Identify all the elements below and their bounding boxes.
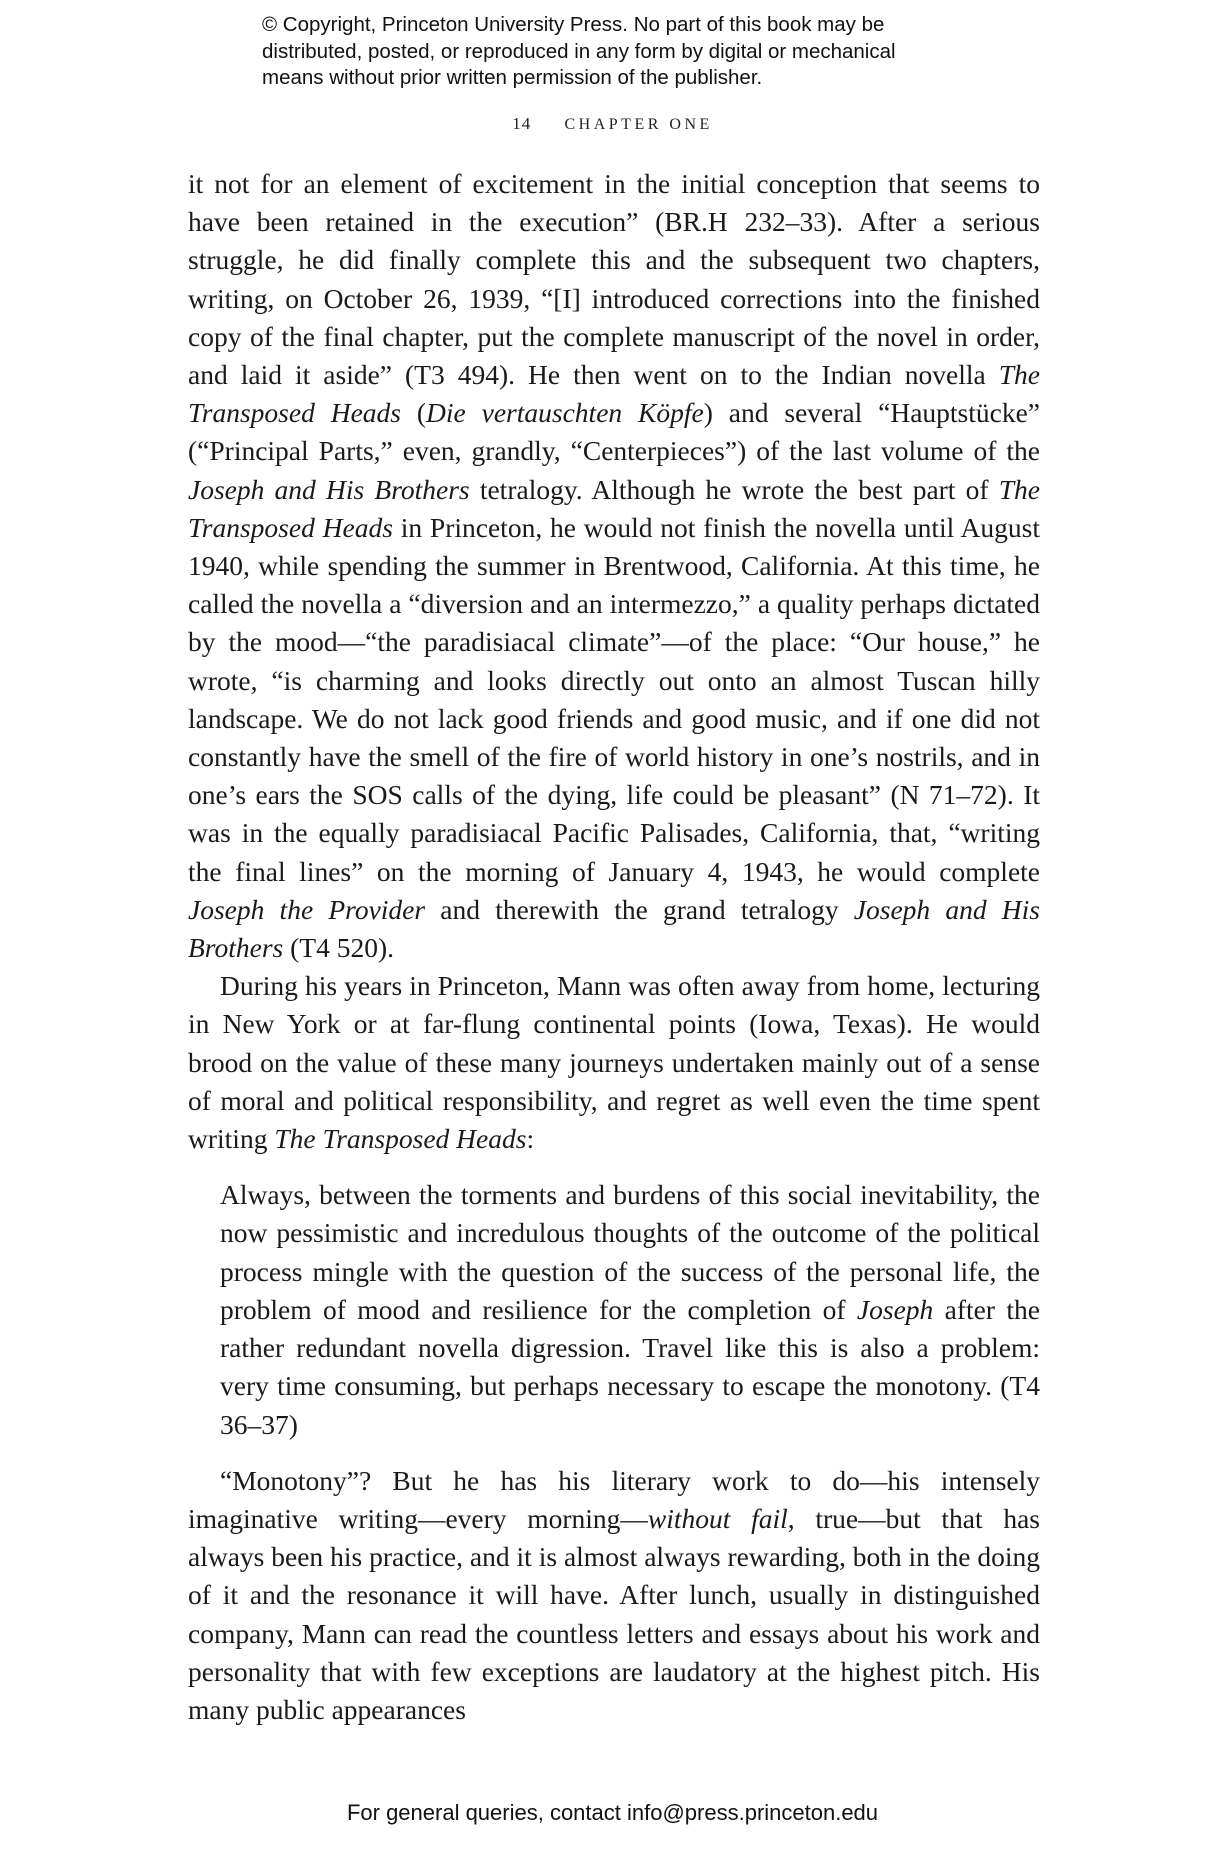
running-head	[0, 114, 1225, 134]
text-run: :	[526, 1123, 535, 1155]
copyright-line-1: © Copyright, Princeton University Press. No part of this book may be	[262, 13, 885, 36]
text-run: , true—but that has always been his practice, and it is almost always rewarding, both in the doing of it and the resonance it will have. After lunch, usually in distinguished company, Mann can read the countless letters and essays about his work and personality that with few exceptions are laudatory at the highest pitch. His many public appearances	[188, 1502, 1040, 1725]
book-title: Joseph and His Brothers	[188, 473, 470, 505]
book-title: The Transposed Heads	[188, 473, 1040, 543]
text-run: after the rather redundant novella digression. Travel like this is also a problem: very time consuming, but perhaps necessary to escape the monotony. (T4 36–37)	[220, 1293, 1041, 1440]
book-title: Joseph and His Brothers	[188, 893, 1040, 964]
book-title: Die vertauschten Köpfe	[426, 397, 704, 429]
body-text	[188, 165, 1040, 1729]
text-run: “Monotony”? But he has his literary work to do—his intensely imaginative writing—every morning—	[188, 1464, 1040, 1534]
book-title: The Transposed Heads	[188, 359, 1040, 429]
block-quote	[220, 1176, 1040, 1443]
text-run: ) and several “Hauptstücke” (“Principal Parts,” even, grandly, “Centerpieces”) of the last volume of the	[188, 397, 1040, 467]
paragraph-3	[188, 1462, 1040, 1729]
text-run: in Princeton, he would not finish the novella until August 1940, while spending the summer in Brentwood, California. At this time, he called the novella a “diversion and an intermezzo,” a quality perhaps dictated by the mood—“the paradisiacal climate”—of the place: “Our house,” he wrote, “is charming and looks directly out onto an almost Tuscan hilly landscape. We do not lack good friends and good music, and if one did not constantly have the smell of the fire of world history in one’s nostrils, and in one’s ears the SOS calls of the dying, life could be pleasant” (N 71–72). It was in the equally paradisiacal Pacific Palisades, California, that, “writing the final lines” on the morning of January 4, 1943, he would complete	[188, 511, 1041, 887]
copyright-notice	[262, 12, 982, 92]
text-run: Always, between the torments and burdens of this social inevitability, the now pessimistic and incredulous thoughts of the outcome of the political process mingle with the question of the success of the personal life, the problem of mood and resilience for the completion of	[220, 1179, 1040, 1325]
text-run: During his years in Princeton, Mann was often away from home, lecturing in New York or at far-flung continental points (Iowa, Texas). He would brood on the value of these many journeys undertaken mainly out of a sense of moral and political responsibility, and regret as well even the time spent writing	[188, 970, 1040, 1155]
text-run: (	[401, 397, 427, 429]
copyright-line-2: distributed, posted, or reproduced in any form by digital or mechanical	[262, 39, 896, 63]
chapter-title: CHAPTER ONE	[564, 116, 713, 133]
paragraph-1	[188, 165, 1040, 967]
book-title: Joseph the Provider	[188, 893, 426, 925]
paragraph-2	[188, 967, 1040, 1158]
emphasis: without fail	[647, 1502, 788, 1534]
text-run: it not for an element of excitement in the initial conception that seems to have been retained in the execution” (BR.H 232–33). After a serious struggle, he did finally complete this and the subsequent two chapters, writing, on October 26, 1939, “[I] introduced corrections into the finished copy of the final chapter, put the complete manuscript of the novel in order, and laid it aside” (T3 494). He then went on to the Indian novella	[188, 168, 1040, 391]
book-title: Joseph	[856, 1293, 934, 1325]
copyright-line-3: means without prior written permission of the publisher.	[262, 66, 763, 89]
text-run: (T4 520).	[283, 932, 394, 964]
page-number: 14	[512, 114, 532, 133]
text-run: tetralogy. Although he wrote the best part of	[469, 473, 999, 505]
book-title: The Transposed Heads	[274, 1123, 527, 1155]
footer-contact: For general queries, contact info@press.princeton.edu	[346, 1800, 879, 1825]
text-run: and therewith the grand tetralogy	[425, 893, 854, 925]
